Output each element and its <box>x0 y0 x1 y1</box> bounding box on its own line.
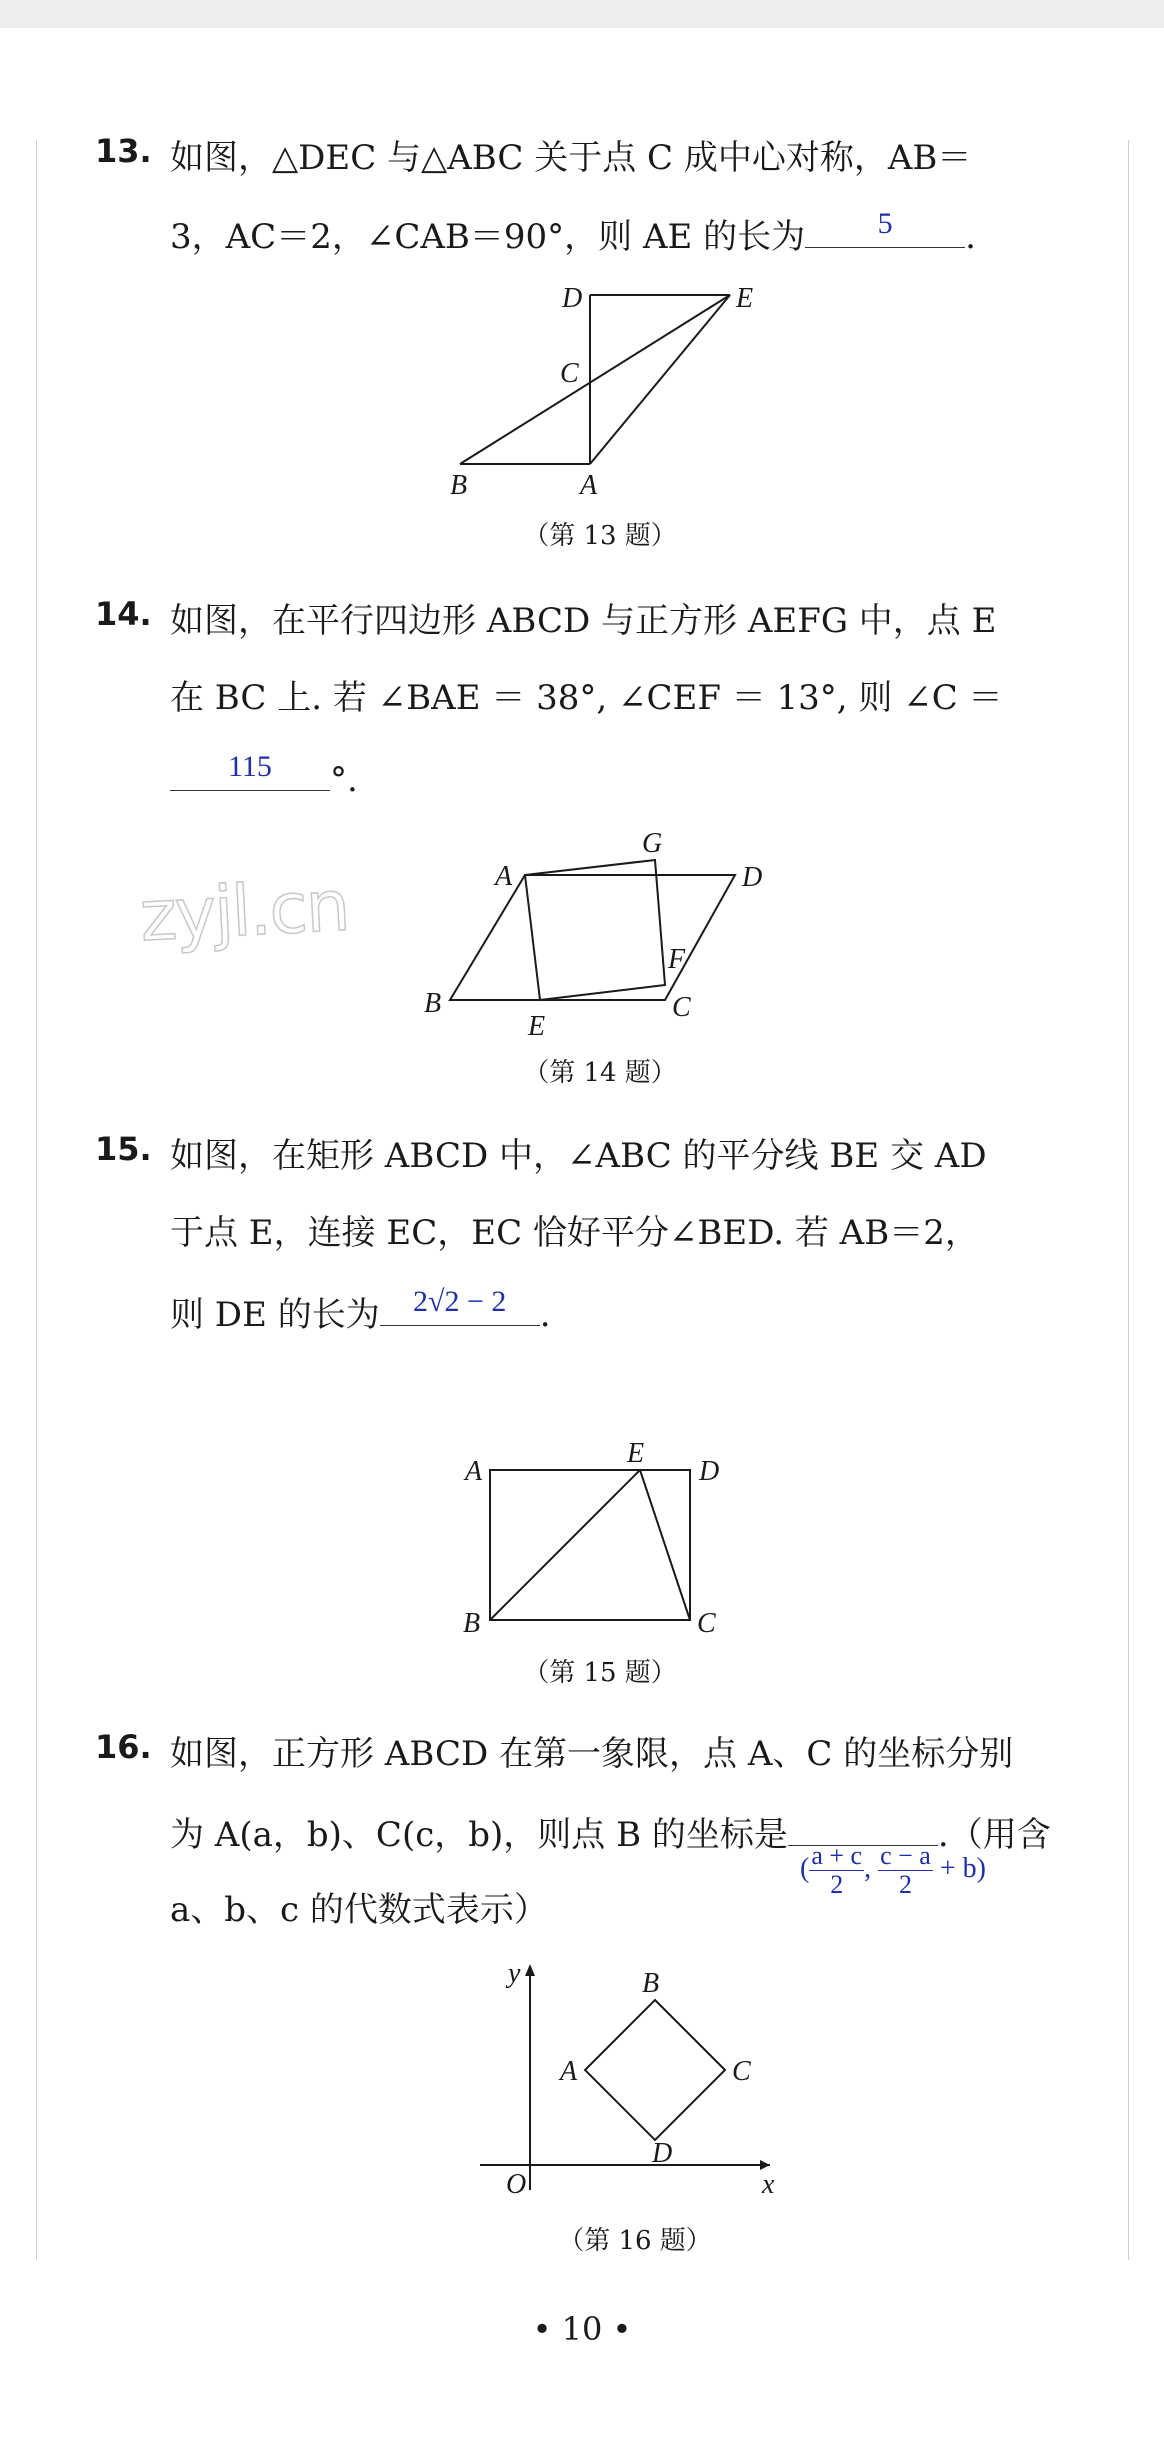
question-text-line3 <box>170 1283 551 1336</box>
question-text-line1: 如图，在平行四边形 ABCD 与正方形 AEFG 中，点 E <box>170 601 997 641</box>
label-B: B <box>463 1608 481 1639</box>
page-number: • 10 • <box>532 2310 632 2348</box>
period: . <box>965 217 976 257</box>
figure-caption: （第 16 题） <box>558 2226 712 2256</box>
label-D: D <box>699 1456 720 1487</box>
figure-13 <box>440 280 760 510</box>
label-x: x <box>762 2169 775 2200</box>
answer-text: 115 <box>228 750 272 783</box>
label-F: F <box>668 944 686 975</box>
answer-blank <box>170 748 330 791</box>
label-D: D <box>742 862 763 893</box>
top-strip <box>0 0 1164 28</box>
label-B: B <box>642 1968 660 1999</box>
figure-14 <box>410 820 790 1050</box>
watermark: zyjl.cn <box>137 864 351 958</box>
answer-text: ( $\frac{a + c}{2}$ , $\frac{c - a}{2}$ + b) <box>800 1841 986 1899</box>
answer-blank <box>805 207 965 248</box>
question-text-line2 <box>170 207 976 258</box>
period: . <box>539 1295 551 1335</box>
label-C: C <box>732 2056 751 2087</box>
question-text: 3，AC＝2，∠CAB＝90°，则 AE 的长为 <box>170 217 806 257</box>
label-y: y <box>508 1958 521 1989</box>
degree-period: °. <box>330 760 358 800</box>
label-A: A <box>560 2056 578 2087</box>
figure-15 <box>455 1440 745 1640</box>
answer-blank <box>788 1805 938 1846</box>
label-B: B <box>424 988 442 1019</box>
question-text-line3 <box>170 748 358 800</box>
question-text: 则 DE 的长为 <box>170 1295 380 1335</box>
label-E: E <box>528 1011 546 1042</box>
label-G: G <box>642 828 663 859</box>
label-D: D <box>652 2138 673 2169</box>
question-text-line1: 如图，在矩形 ABCD 中，∠ABC 的平分线 BE 交 AD <box>170 1136 987 1176</box>
figure-caption: （第 13 题） <box>523 521 677 551</box>
question-text: 为 A(a，b)、C(c，b)，则点 B 的坐标是 <box>170 1815 788 1855</box>
label-A: A <box>495 861 513 892</box>
question-text-line2: 在 BC 上. 若 ∠BAE ＝ 38°, ∠CEF ＝ 13°, 则 ∠C ＝ <box>170 678 1003 718</box>
right-margin-line <box>1128 140 1129 2260</box>
label-A: A <box>465 1456 483 1487</box>
label-B: B <box>450 470 468 501</box>
label-C: C <box>697 1608 716 1639</box>
question-number: 14. <box>95 595 152 633</box>
label-C: C <box>560 358 579 389</box>
y-arrow <box>525 1964 535 1976</box>
label-O: O <box>506 2169 527 2200</box>
answer-text: 2√2 − 2 <box>413 1285 507 1318</box>
answer-blank <box>380 1283 540 1326</box>
answer-text: 5 <box>877 207 893 240</box>
label-C: C <box>672 992 691 1023</box>
question-text-line1: 如图，△DEC 与△ABC 关于点 C 成中心对称，AB＝ <box>170 138 972 178</box>
question-text-line3: a、b、c 的代数式表示） <box>170 1890 548 1930</box>
fraction-1: $\frac{a + c}{2}$ <box>811 1841 863 1899</box>
fraction-2: $\frac{c - a}{2}$ <box>880 1841 931 1899</box>
figure-caption: （第 15 题） <box>523 1658 677 1688</box>
question-text-tail: .（用含 <box>937 1815 1051 1855</box>
question-number: 15. <box>95 1130 152 1168</box>
label-E: E <box>736 283 754 314</box>
figure-caption: （第 14 题） <box>523 1058 677 1088</box>
question-text-line1: 如图，正方形 ABCD 在第一象限，点 A、C 的坐标分别 <box>170 1734 1014 1774</box>
question-number: 16. <box>95 1728 152 1766</box>
question-text-line2: 于点 E，连接 EC，EC 恰好平分∠BED. 若 AB＝2， <box>170 1213 979 1253</box>
figure-16 <box>470 1950 790 2200</box>
label-E: E <box>627 1440 645 1469</box>
label-A: A <box>580 470 598 501</box>
label-D: D <box>562 283 583 314</box>
question-number: 13. <box>95 132 152 170</box>
left-margin-line <box>36 140 37 2260</box>
